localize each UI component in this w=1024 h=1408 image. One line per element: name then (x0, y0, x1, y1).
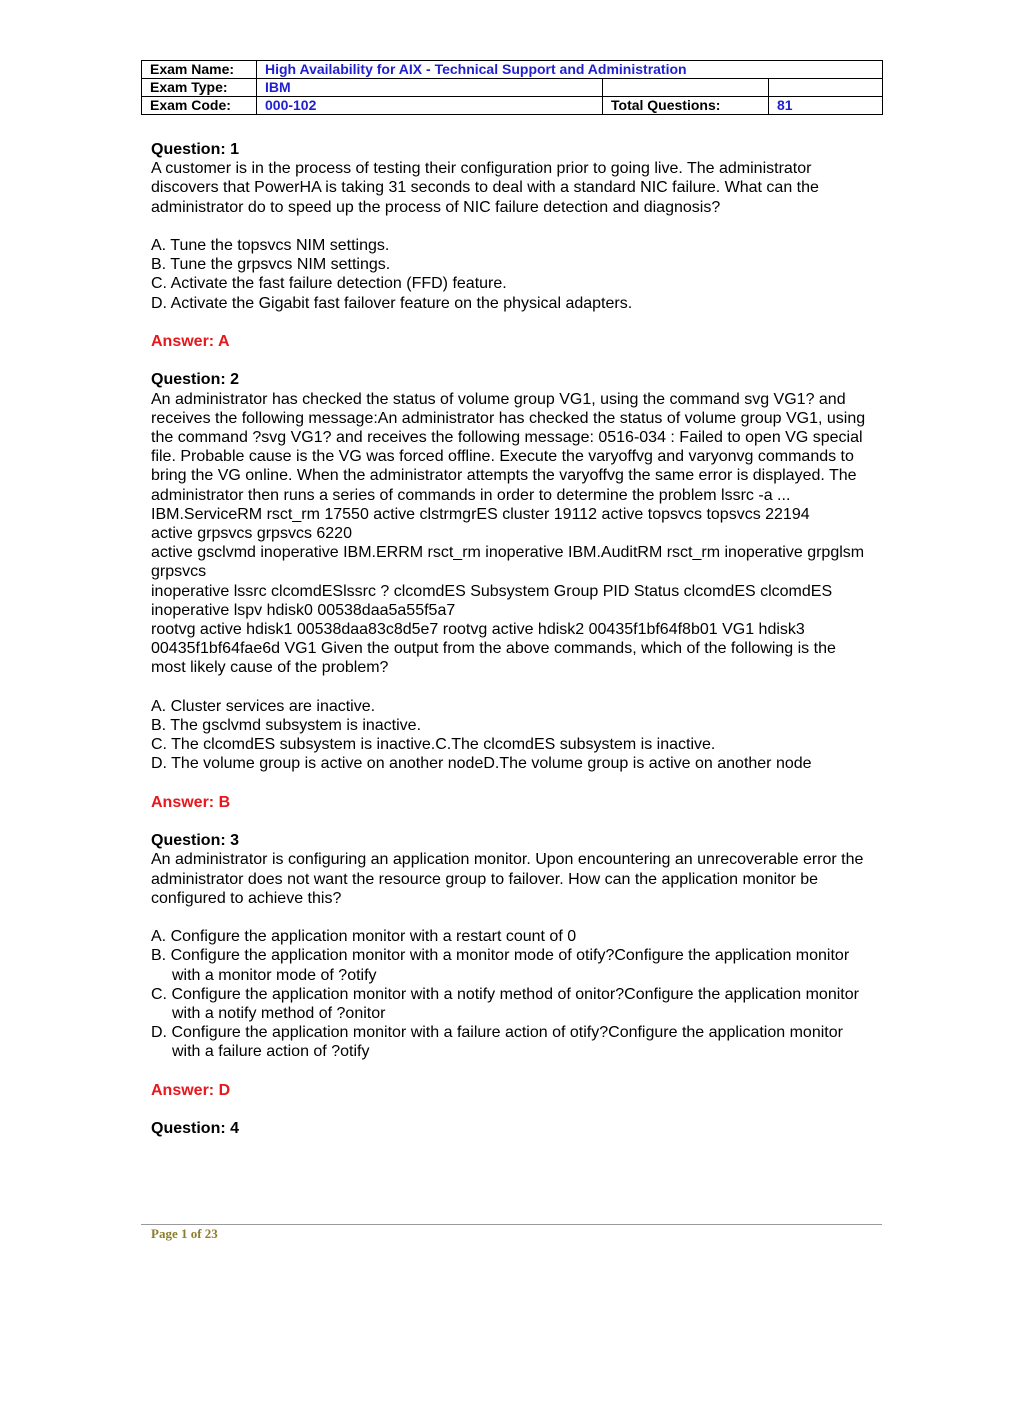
correct-answer: Answer: B (151, 793, 231, 811)
question-heading: Question: 3 (151, 832, 240, 850)
question-text: grpsvcs (151, 563, 207, 581)
answer-option: D. Activate the Gigabit fast failover feature on the physical adapters. (151, 294, 633, 312)
exam-type-label: Exam Type: (142, 79, 257, 97)
answer-option: C. Activate the fast failure detection (FFD) feature. (151, 275, 507, 293)
question-text: An administrator is configuring an application monitor. Upon encountering an unrecoverable error the administrator does not want the resource group to failover. How can the application monitor be configured to achieve this? (151, 851, 864, 907)
page-number: Page 1 of 23 (151, 1226, 218, 1241)
question-text: rootvg active hdisk1 00538daa83c8d5e7 rootvg active hdisk2 00435f1bf64f8b01 VG1 hdisk3 00435f1bf64fae6d VG1 Given the output from the above commands, which of the following is the most likely cause of the problem? (151, 621, 836, 677)
total-questions-value: 81 (769, 97, 883, 115)
total-questions-label: Total Questions: (603, 97, 769, 115)
answer-option: C. The clcomdES subsystem is inactive.C.The clcomdES subsystem is inactive. (151, 736, 716, 754)
exam-code-label: Exam Code: (142, 97, 257, 115)
footer-divider (141, 1224, 882, 1225)
question-text: active gsclvmd inoperative IBM.ERRM rsct_rm inoperative IBM.AuditRM rsct_rm inoperative grpglsm (151, 544, 865, 562)
question-heading: Question: 4 (151, 1120, 240, 1138)
questions-content (151, 140, 871, 1138)
answer-option: D. The volume group is active on another nodeD.The volume group is active on another node (151, 755, 812, 773)
question-block (151, 370, 871, 831)
question-block (151, 831, 871, 1119)
exam-type-row (142, 79, 883, 97)
correct-answer: Answer: A (151, 333, 230, 350)
answer-option: A. Tune the topsvcs NIM settings. (151, 237, 390, 254)
question-heading: Question: 2 (151, 371, 240, 389)
answer-option: C. Configure the application monitor with a notify method of onitor?Configure the application monitor with a notify method of ?onitor (151, 985, 859, 1023)
question-text: active grpsvcs grpsvcs 6220 (151, 525, 352, 543)
exam-name-value: High Availability for AIX - Technical Support and Administration (257, 61, 883, 79)
answer-option: B. The gsclvmd subsystem is inactive. (151, 717, 422, 735)
answer-option: B. Tune the grpsvcs NIM settings. (151, 256, 391, 274)
question-block (151, 140, 871, 370)
question-text: inoperative lssrc clcomdESlssrc ? clcomdES Subsystem Group PID Status clcomdES clcomdES inoperative lspv hdisk0 00538daa5a55f5a7 (151, 582, 833, 619)
question-heading: Question: 1 (151, 141, 240, 158)
exam-code-row (142, 97, 883, 115)
question-text: A customer is in the process of testing their configuration prior to going live. The administrator discovers that PowerHA is taking 31 seconds to deal with a standard NIC failure. What can the administrator do to speed up the process of NIC failure detection and diagnosis? (151, 160, 819, 216)
exam-info-table (141, 60, 883, 115)
exam-type-value: IBM (257, 79, 603, 97)
answer-option: A. Cluster services are inactive. (151, 697, 376, 715)
empty-cell (769, 79, 883, 97)
exam-name-label: Exam Name: (142, 61, 257, 79)
empty-cell (603, 79, 769, 97)
answer-option: A. Configure the application monitor with a restart count of 0 (151, 928, 577, 946)
question-text: An administrator has checked the status of volume group VG1, using the command svg VG1? and receives the following message:An administrator has checked the status of volume group VG1, using the command ?svg VG1? and receives the following message: 0516-034 : Failed to open VG special file. Probable cause is the VG was forced offline. Execute the varyoffvg and varyonvg commands to bring the VG online. When the administrator attempts the varyoffvg the same error is displayed. The administrator then runs a series of commands in order to determine the problem lssrc -a ... IBM.ServiceRM rsct_rm 17550 active clstrmgrES cluster 19112 active topsvcs topsvcs 22194 (151, 390, 866, 523)
answer-option: D. Configure the application monitor with a failure action of otify?Configure the application monitor with a failure action of ?otify (151, 1024, 843, 1061)
correct-answer: Answer: D (151, 1081, 231, 1099)
answer-option: B. Configure the application monitor with a monitor mode of otify?Configure the application monitor with a monitor mode of ?otify (151, 947, 850, 984)
exam-code-value: 000-102 (257, 97, 603, 115)
exam-name-row (142, 61, 883, 79)
